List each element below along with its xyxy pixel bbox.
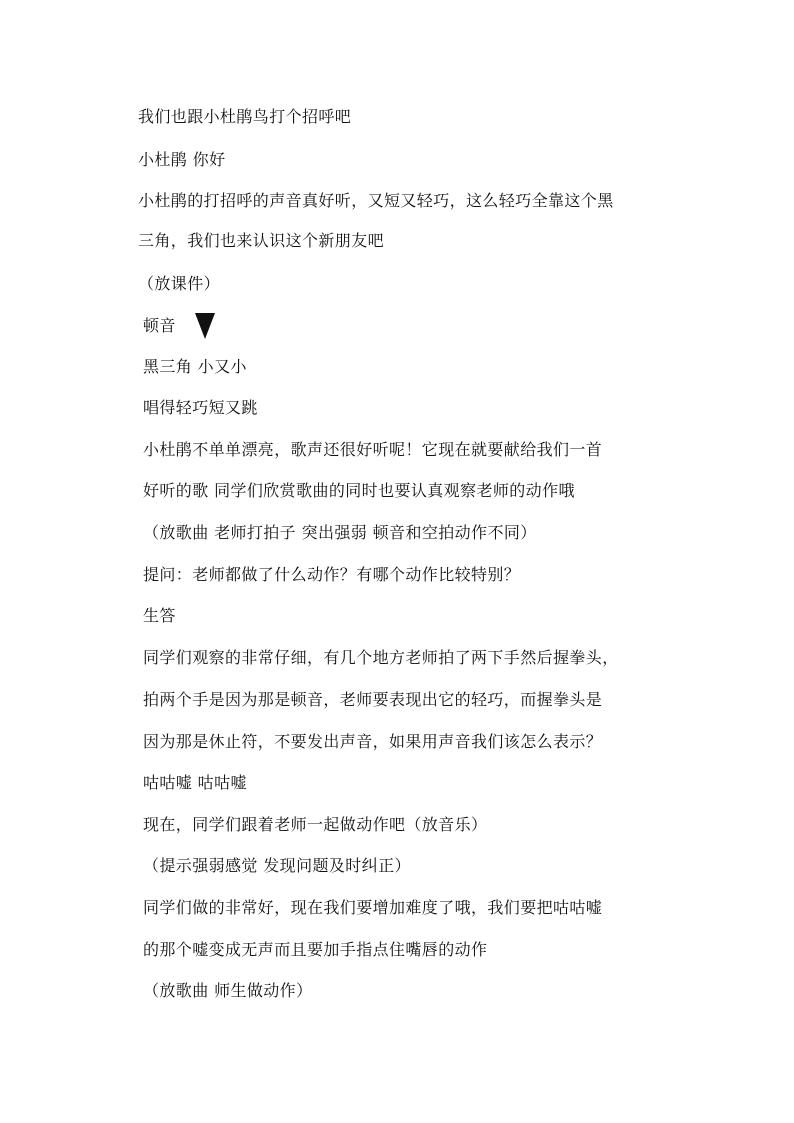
text-line-13: 生答 xyxy=(143,606,176,625)
text-line-20: 同学们做的非常好，现在我们要增加难度了哦，我们要把咕咕嘘 xyxy=(143,898,603,917)
text-line-11: （放歌曲 老师打拍子 突出强弱 顿音和空拍动作不同） xyxy=(143,523,537,542)
staccato-triangle-icon xyxy=(195,313,215,339)
text-line-2: 小杜鹃 你好 xyxy=(138,150,226,169)
text-line-14: 同学们观察的非常仔细，有几个地方老师拍了两下手然后握拳头， xyxy=(143,648,619,667)
text-line-8: 唱得轻巧短又跳 xyxy=(143,398,258,417)
text-line-1: 我们也跟小杜鹃鸟打个招呼吧 xyxy=(138,107,352,126)
text-line-17: 咕咕嘘 咕咕嘘 xyxy=(143,773,247,792)
text-line-15: 拍两个手是因为那是顿音，老师要表现出它的轻巧，而握拳头是 xyxy=(143,690,603,709)
text-line-12: 提问：老师都做了什么动作？有哪个动作比较特别？ xyxy=(143,565,521,584)
text-line-3: 小杜鹃的打招呼的声音真好听，又短又轻巧，这么轻巧全靠这个黑 xyxy=(138,191,614,210)
text-line-18: 现在，同学们跟着老师一起做动作吧（放音乐） xyxy=(143,815,488,834)
text-line-19: （提示强弱感觉 发现问题及时纠正） xyxy=(143,856,411,875)
text-line-22: （放歌曲 师生做动作） xyxy=(143,981,313,1000)
text-line-5: （放课件） xyxy=(138,274,221,293)
text-line-21: 的那个嘘变成无声而且要加手指点住嘴唇的动作 xyxy=(143,940,488,959)
text-line-10: 好听的歌 同学们欣赏歌曲的同时也要认真观察老师的动作哦 xyxy=(143,481,575,500)
text-line-16: 因为那是休止符，不要发出声音，如果用声音我们该怎么表示？ xyxy=(143,732,603,751)
text-line-6: 顿音 xyxy=(143,316,176,335)
text-line-4: 三角，我们也来认识这个新朋友吧 xyxy=(138,231,385,250)
text-line-9: 小杜鹃不单单漂亮，歌声还很好听呢！它现在就要献给我们一首 xyxy=(143,440,603,459)
text-line-7: 黑三角 小又小 xyxy=(143,357,247,376)
